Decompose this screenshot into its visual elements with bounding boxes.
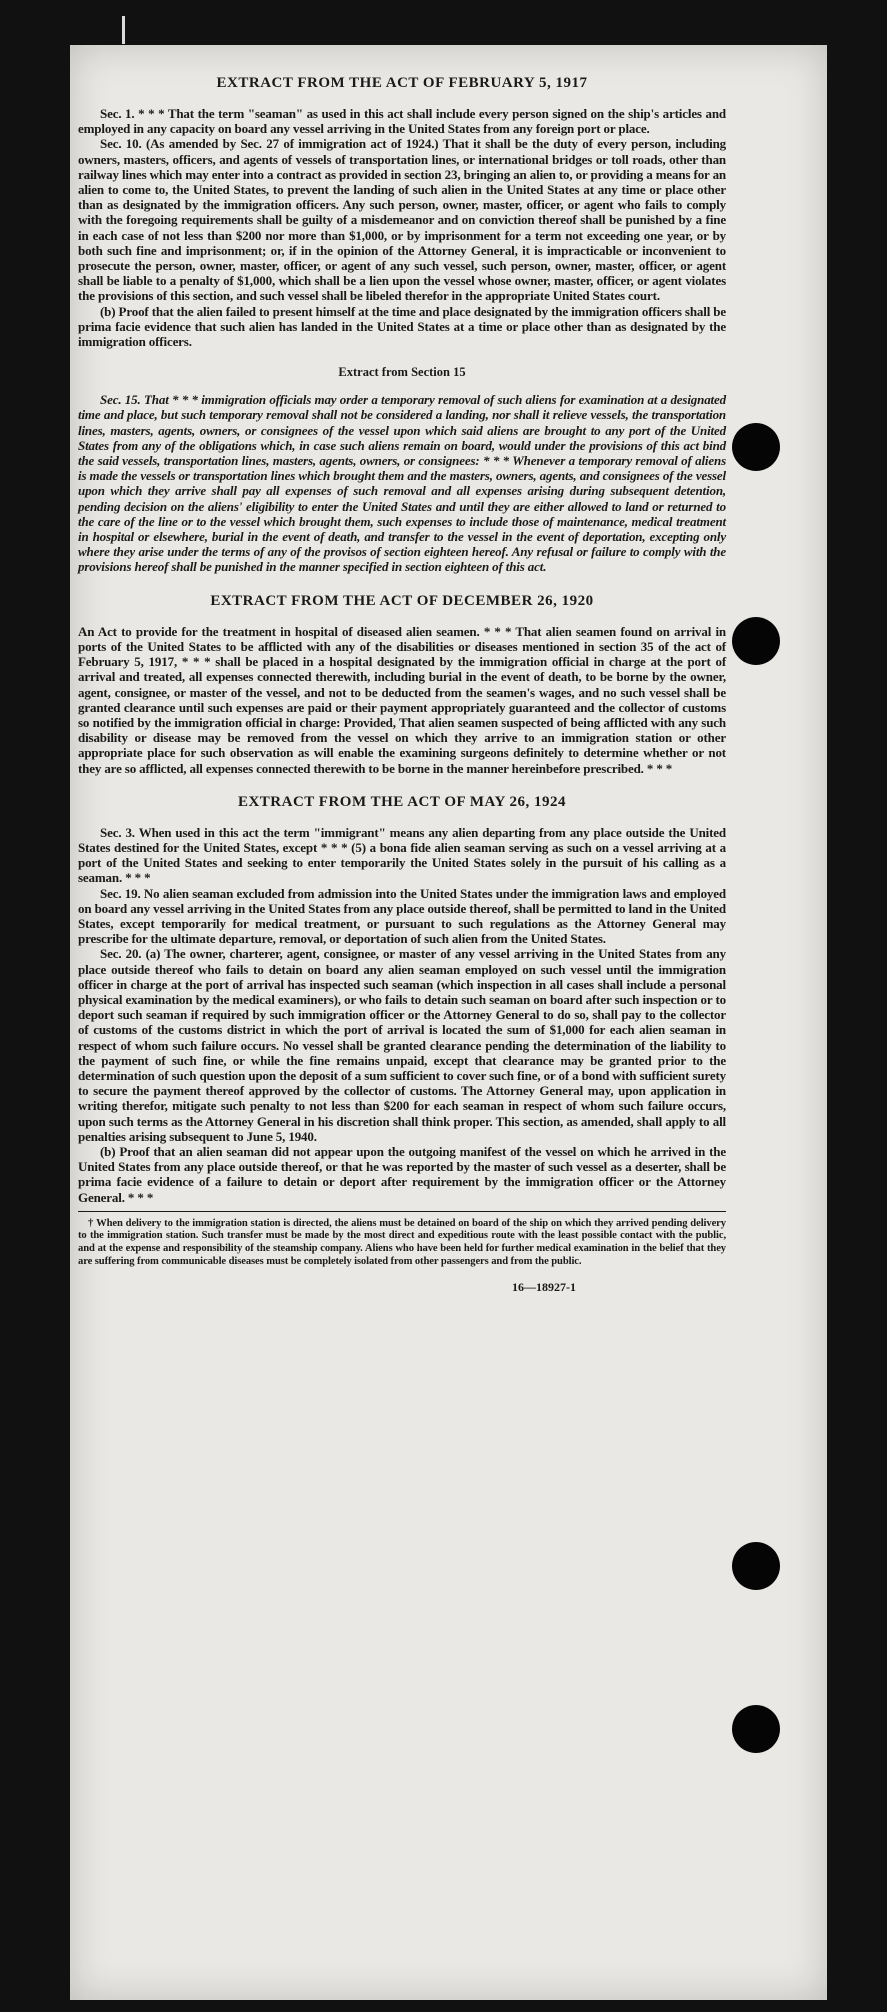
paragraph-sec-10: Sec. 10. (As amended by Sec. 27 of immigration act of 1924.) That it shall be the duty of every person, including owners, masters, officers, and agents of vessels of transportation lines, or international bridges or toll roads, other than railway lines which may enter into a contract as provided in section 23, bringing an alien to, or providing a means for an alien to come to, the United States, to prevent the landing of such alien in the United States at any time or place other than as designated by the immigration officers. Any such person, owner, master, officer, or agent who fails to comply with the foregoing requirements shall be guilty of a misdemeanor and on conviction thereof shall be punished by a fine in each case of not less than $200 nor more than $1,000, or by imprisonment for a term not exceeding one year, or by both such fine and imprisonment; or, if in the opinion of the Attorney General, it is impracticable or inconvenient to prosecute the person, owner, master, officer, or agent of any such vessel, such person, owner, master, officer, or agent shall be liable to a penalty of $1,000, which shall be a lien upon the vessel whose owner, master, officer, or agent violates the provisions of this section, and such vessel shall be libeled therefor in the appropriate United States court. bbox=[78, 136, 726, 304]
paragraph-sec-20-b: (b) Proof that an alien seaman did not appear upon the outgoing manifest of the vessel on which he arrived in the United States from any place outside thereof, or that he was reported by the master of such vessel as a deserter, shall be prima facie evidence of a failure to detain or deport after requirement by the immigration officer or the Attorney General. * * * bbox=[78, 1143, 726, 1205]
heading-act-1924: EXTRACT FROM THE ACT OF MAY 26, 1924 bbox=[237, 793, 567, 810]
heading-section-15: Extract from Section 15 bbox=[338, 365, 466, 380]
punch-hole-4 bbox=[732, 1705, 780, 1753]
paragraph-sec-1: Sec. 1. * * * That the term "seaman" as used in this act shall include every person signed on the ship's articles and employed in any capacity on board any vessel arriving in the United States from any foreign port or place. bbox=[78, 106, 726, 137]
paragraph-sec-10-b: (b) Proof that the alien failed to present himself at the time and place designated by the immigration officers shall be prima facie evidence that such alien has landed in the United States at a time or place other than as designated by the immigration officers. bbox=[78, 303, 726, 350]
film-edge-mark bbox=[122, 16, 125, 44]
footnote: † When delivery to the immigration station is directed, the aliens must be detained on board of the ship on which they arrived pending delivery to the immigration station. Such transfer must be made by the most direct and expeditious route with the least possible contact with the public, and at the expense and responsibility of the steamship company. Aliens who have been held for further medical examination in the belief that they are suffering from communicable diseases must be completely isolated from other passengers and from the public. bbox=[78, 1217, 726, 1267]
punch-hole-3 bbox=[732, 1542, 780, 1590]
punch-hole-1 bbox=[732, 423, 780, 471]
punch-hole-2 bbox=[732, 617, 780, 665]
document-text bbox=[78, 75, 726, 1295]
paragraph-sec-19: Sec. 19. No alien seaman excluded from admission into the United States under the immigration laws and employed on board any vessel arriving in the United States from any place outside thereof, shall be permitted to land in the United States, except temporarily for medical treatment, or pursuant to such regulations as the Attorney General may prescribe for the ultimate departure, removal, or deportation of such alien from the United States. bbox=[78, 885, 726, 947]
paragraph-sec-20-a: Sec. 20. (a) The owner, charterer, agent, consignee, or master of any vessel arriving in the United States from any place outside thereof who fails to detain on board any alien seaman employed on such vessel until the immigration officer in charge at the port of arrival has inspected such seaman (which inspection in all cases shall include a personal physical examination by the medical examiners), or who fails to detain such seaman on board after such inspection or to deport such seaman if required by such immigration officer or the Attorney General to do so, shall pay to the collector of customs of the customs district in which the port of arrival is located the sum of $1,000 for each alien seaman in respect of whom such failure occurs. No vessel shall be granted clearance pending the determination of the liability to the payment of such fine, or while the fine remains unpaid, except that clearance may be granted prior to the determination of such question upon the deposit of a sum sufficient to cover such fine, or of a bond with sufficient surety to secure the payment thereof approved by the collector of customs. The Attorney General may, upon application in writing therefor, mitigate such penalty to not less than $200 for each seaman in respect of whom such failure occurs, upon such terms as the Attorney General in his discretion shall think proper. This section, as amended, shall apply to all penalties arising subsequent to June 5, 1940. bbox=[78, 946, 726, 1144]
heading-act-1920: EXTRACT FROM THE ACT OF DECEMBER 26, 1920 bbox=[210, 592, 594, 609]
heading-act-1917: EXTRACT FROM THE ACT OF FEBRUARY 5, 1917 bbox=[216, 75, 588, 91]
paragraph-sec-15: Sec. 15. That * * * immigration officials may order a temporary removal of such aliens for examination at a designated time and place, but such temporary removal shall not be considered a landing, nor shall it relieve vessels, the transportation lines, masters, agents, owners, or consignees of the vessel upon which said aliens are brought to any port of the United States from any of the obligations which, in case such aliens remain on board, would under the provisions of this act bind the said vessels, transportation lines, masters, agents, owners, or consignees: * * * Whenever a temporary removal of aliens is made the vessels or transportation lines which brought them and the masters, owners, agents, and consignees of the vessel upon which they arrive shall pay all expenses of such removal and all expenses arising during subsequent detention, pending decision on the aliens' eligibility to enter the United States and until they are either allowed to land or returned to the care of the line or to the vessel which brought them, such expenses to include those of maintenance, medical treatment in hospital or elsewhere, burial in the event of death, and transfer to the vessel in the event of deportation, excepting only where they arise under the terms of any of the provisos of section eighteen hereof. Any refusal or failure to comply with the provisions hereof shall be punished in the manner specified in section eighteen of this act. bbox=[78, 392, 726, 575]
footnote-divider bbox=[78, 1211, 726, 1212]
document-number: 16—18927-1 bbox=[512, 1280, 576, 1295]
paragraph-act-1920: An Act to provide for the treatment in hospital of diseased alien seamen. * * * That alien seamen found on arrival in ports of the United States to be afflicted with any of the disabilities or diseases mentioned in section 35 of the act of February 5, 1917, * * * shall be placed in a hospital designated by the immigration official in charge at the port of arrival and treated, all expenses connected therewith, including burial in the event of death, to be borne by the owner, agent, consignee, or master of the vessel, and not to be deducted from the seamen's wages, and no such vessel shall be granted clearance until such expenses are paid or their payment appropriately guaranteed and the collector of customs so notified by the immigration official in charge: Provided, That alien seamen suspected of being afflicted with any such disability or disease may be removed from the vessel on which they arrive to an immigration station or other appropriate place for such observation as will enable the examining surgeons definitely to determine whether or not they are so afflicted, all expenses connected therewith to be borne in the manner hereinbefore prescribed. * * * bbox=[78, 623, 726, 776]
paragraph-sec-3: Sec. 3. When used in this act the term "immigrant" means any alien departing from any place outside the United States destined for the United States, except * * * (5) a bona fide alien seaman serving as such on a vessel arriving at a port of the United States and seeking to enter temporarily the United States solely in the pursuit of his calling as a seaman. * * * bbox=[78, 824, 726, 886]
